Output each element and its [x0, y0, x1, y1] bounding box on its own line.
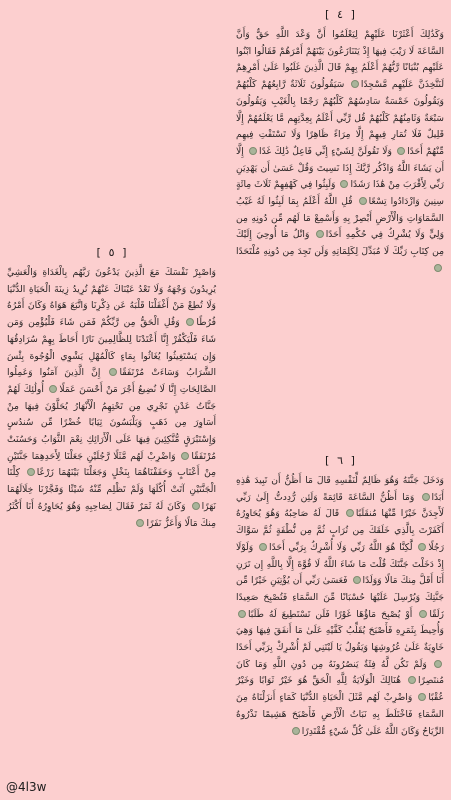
verse-end-marker-icon: [434, 264, 442, 272]
verse-text: قَالَ لَهُ صَاحِبُهُ وَهُوَ يُحَاوِرُهُ أَكَفَرْتَ بِالَّذِي خَلَقَكَ مِن تُرَابٍ ثُمَّ مِن نُّطْفَةٍ ثُمَّ سَوَّاكَ رَجُلًا: [236, 508, 445, 553]
verse-end-marker-icon: [109, 368, 117, 376]
verse-text: أُولَٰئِكَ لَهُمْ جَنَّاتُ عَدْنٍ تَجْرِي مِن تَحْتِهِمُ الْأَنْهَارُ يُحَلَّوْنَ فِيهَا مِنْ أَسَاوِرَ مِن ذَهَبٍ وَيَلْبَسُونَ ثِيَابًا خُضْرًا مِّن سُندُسٍ وَإِسْتَبْرَقٍ مُّتَّكِئِينَ فِيهَا عَلَى الْأَرَائِكِ نِعْمَ الثَّوَابُ وَحَسُنَتْ مُرْتَفَقًا: [7, 383, 217, 462]
verse-end-marker-icon: [418, 693, 426, 701]
verse-text: سَيَقُولُونَ ثَلَاثَةٌ رَّابِعُهُمْ كَلْبُهُمْ وَيَقُولُونَ خَمْسَةٌ سَادِسُهُمْ كَلْبُهُمْ رَجْمًا بِالْغَيْبِ وَيَقُولُونَ سَبْعَةٌ وَثَامِنُهُمْ كَلْبُهُمْ قُل رَّبِّي أَعْلَمُ بِعِدَّتِهِم مَّا يَعْلَمُهُمْ إِلَّا قَلِيلٌ فَلَا تُمَارِ فِيهِمْ إِلَّا مِرَاءً ظَاهِرًا وَلَا تَسْتَفْتِ فِيهِم مِّنْهُمْ أَحَدًا: [236, 79, 444, 157]
page-number-label: [ ٤ ]: [323, 8, 357, 21]
verse-text: وَاضْرِبْ لَهُم مَّثَلًا رَّجُلَيْنِ جَعَلْنَا لِأَحَدِهِمَا جَنَّتَيْنِ مِنْ أَعْنَابٍ وَحَفَفْنَاهُمَا بِنَخْلٍ وَجَعَلْنَا بَيْنَهُمَا زَرْعًا: [7, 450, 216, 479]
verse-end-marker-icon: [192, 502, 200, 510]
verse-end-marker-icon: [316, 230, 324, 238]
verse-text: لَّٰكِنَّا هُوَ اللَّهُ رَبِّي وَلَا أُشْرِكُ بِرَبِّي أَحَدًا: [269, 541, 413, 553]
verse-end-marker-icon: [353, 576, 361, 584]
page-panel-4: [236, 8, 444, 278]
page-panel-6: [236, 454, 444, 740]
page-number-label: [ ٥ ]: [94, 246, 129, 259]
verse-text: هُنَالِكَ الْوَلَايَةُ لِلَّهِ الْحَقِّ هُوَ خَيْرٌ ثَوَابًا وَخَيْرٌ عُقْبًا: [236, 675, 445, 704]
verse-text: وَلَمْ تَكُن لَّهُ فِئَةٌ يَنصُرُونَهُ مِن دُونِ اللَّهِ وَمَا كَانَ مُنتَصِرًا: [236, 658, 445, 687]
verse-end-marker-icon: [397, 147, 405, 155]
verse-text: وَلَبِثُوا فِي كَهْفِهِمْ ثَلَاثَ مِائَةٍ سِنِينَ وَازْدَادُوا تِسْعًا: [236, 179, 444, 208]
verse-text: أَوْ يُصْبِحَ مَاؤُهَا غَوْرًا فَلَن تَسْتَطِيعَ لَهُ طَلَبًا: [248, 608, 413, 620]
verse-end-marker-icon: [359, 197, 367, 205]
verse-text: وَدَخَلَ جَنَّتَهُ وَهُوَ ظَالِمٌ لِّنَفْسِهِ قَالَ مَا أَظُنُّ أَن تَبِيدَ هَٰذِهِ أَبَدًا: [236, 475, 444, 503]
watermark: @4l3w: [6, 780, 47, 794]
verse-text: قُلِ اللَّهُ أَعْلَمُ بِمَا لَبِثُوا لَهُ غَيْبُ السَّمَاوَاتِ وَالْأَرْضِ أَبْصِرْ بِهِ وَأَسْمِعْ مَا لَهُم مِّن دُونِهِ مِن وَلِيٍّ وَلَا يُشْرِكُ فِي حُكْمِهِ أَحَدًا: [236, 196, 445, 241]
verse-text: إِلَّا أَن يَشَاءَ اللَّهُ وَاذْكُر رَّبَّكَ إِذَا نَسِيتَ وَقُلْ عَسَىٰ أَن يَهْدِيَنِ رَبِّي لِأَقْرَبَ مِنْ هَٰذَا رَشَدًا: [236, 145, 444, 191]
verse-text: وَاتْلُ مَا أُوحِيَ إِلَيْكَ مِن كِتَابِ رَبِّكَ لَا مُبَدِّلَ لِكَلِمَاتِهِ وَلَن تَجِدَ مِن دُونِهِ مُلْتَحَدًا: [236, 229, 444, 258]
verse-block: [236, 27, 444, 278]
verse-block: [236, 473, 444, 740]
verse-end-marker-icon: [418, 543, 426, 551]
page-panel-5: [7, 246, 216, 532]
verse-text: إِنَّ الَّذِينَ آمَنُوا وَعَمِلُوا الصَّالِحَاتِ إِنَّا لَا نُضِيعُ أَجْرَ مَنْ أَحْسَنَ عَمَلًا: [7, 367, 217, 395]
verse-end-marker-icon: [346, 509, 354, 517]
verse-end-marker-icon: [422, 493, 430, 501]
verse-text: وَاضْرِبْ لَهُم مَّثَلَ الْحَيَاةِ الدُّنْيَا كَمَاءٍ أَنزَلْنَاهُ مِنَ السَّمَاءِ فَاخْتَلَطَ بِهِ نَبَاتُ الْأَرْضِ فَأَصْبَحَ هَشِيمًا تَذْرُوهُ الرِّيَاحُ وَكَانَ اللَّهُ عَلَىٰ كُلِّ شَيْءٍ مُّقْتَدِرًا: [236, 692, 444, 737]
verse-text: وَلَا تَقُولَنَّ لِشَيْءٍ إِنِّي فَاعِلٌ ذَٰلِكَ غَدًا: [259, 145, 392, 157]
verse-text: وَكَانَ لَهُ ثَمَرٌ فَقَالَ لِصَاحِبِهِ وَهُوَ يُحَاوِرُهُ أَنَا أَكْثَرُ مِنكَ مَالًا وَأَعَزُّ نَفَرًا: [7, 500, 216, 529]
verse-text: وَمَا أَظُنُّ السَّاعَةَ قَائِمَةً وَلَئِن رُّدِدتُّ إِلَىٰ رَبِّي لَأَجِدَنَّ خَيْرًا مِّنْهَا مُنقَلَبًا: [236, 491, 444, 520]
verse-end-marker-icon: [351, 80, 359, 88]
verse-end-marker-icon: [181, 452, 189, 460]
verse-end-marker-icon: [419, 610, 427, 618]
verse-text: وَأُحِيطَ بِثَمَرِهِ فَأَصْبَحَ يُقَلِّبُ كَفَّيْهِ عَلَىٰ مَا أَنفَقَ فِيهَا وَهِيَ خَاوِيَةٌ عَلَىٰ عُرُوشِهَا وَيَقُولُ يَا لَيْتَنِي لَمْ أُشْرِكْ بِرَبِّي أَحَدًا: [236, 625, 444, 654]
verse-end-marker-icon: [186, 318, 194, 326]
verse-end-marker-icon: [434, 660, 442, 668]
verse-end-marker-icon: [340, 180, 348, 188]
verse-text: فَعَسَىٰ رَبِّي أَن يُؤْتِيَنِ خَيْرًا مِّن جَنَّتِكَ وَيُرْسِلَ عَلَيْهَا حُسْبَانًا مِّنَ السَّمَاءِ فَتُصْبِحَ صَعِيدًا زَلَقًا: [236, 575, 444, 620]
verse-end-marker-icon: [292, 727, 300, 735]
verse-end-marker-icon: [49, 385, 57, 393]
verse-block: [7, 265, 216, 532]
verse-text: كِلْتَا الْجَنَّتَيْنِ آتَتْ أُكُلَهَا وَلَمْ تَظْلِم مِّنْهُ شَيْئًا وَفَجَّرْنَا خِلَالَهُمَا نَهَرًا: [7, 467, 216, 512]
verse-end-marker-icon: [259, 543, 267, 551]
verse-text: وَلَوْلَا إِذْ دَخَلْتَ جَنَّتَكَ قُلْتَ مَا شَاءَ اللَّهُ لَا قُوَّةَ إِلَّا بِاللَّهِ إِن تَرَنِ أَنَا أَقَلَّ مِنكَ مَالًا وَوَلَدًا: [236, 541, 444, 587]
verse-text: وَاصْبِرْ نَفْسَكَ مَعَ الَّذِينَ يَدْعُونَ رَبَّهُم بِالْغَدَاةِ وَالْعَشِيِّ يُرِيدُونَ وَجْهَهُ وَلَا تَعْدُ عَيْنَاكَ عَنْهُمْ تُرِيدُ زِينَةَ الْحَيَاةِ الدُّنْيَا وَلَا تُطِعْ مَنْ أَغْفَلْنَا قَلْبَهُ عَن ذِكْرِنَا وَاتَّبَعَ هَوَاهُ وَكَانَ أَمْرُهُ فُرُطًا: [7, 267, 216, 329]
verse-end-marker-icon: [249, 147, 257, 155]
verse-text: وَكَذَٰلِكَ أَعْثَرْنَا عَلَيْهِمْ لِيَعْلَمُوا أَنَّ وَعْدَ اللَّهِ حَقٌّ وَأَنَّ السَّاعَةَ لَا رَيْبَ فِيهَا إِذْ يَتَنَازَعُونَ بَيْنَهُمْ أَمْرَهُمْ فَقَالُوا ابْنُوا عَلَيْهِم بُنْيَانًا رَّبُّهُمْ أَعْلَمُ بِهِمْ قَالَ الَّذِينَ غَلَبُوا عَلَىٰ أَمْرِهِمْ لَنَتَّخِذَنَّ عَلَيْهِم مَّسْجِدًا: [236, 29, 444, 91]
verse-end-marker-icon: [238, 610, 246, 618]
verse-end-marker-icon: [408, 676, 416, 684]
verse-text: وَقُلِ الْحَقُّ مِن رَّبِّكُمْ فَمَن شَاءَ فَلْيُؤْمِن وَمَن شَاءَ فَلْيَكْفُرْ إِنَّا أَعْتَدْنَا لِلظَّالِمِينَ نَارًا أَحَاطَ بِهِمْ سُرَادِقُهَا وَإِن يَسْتَغِيثُوا يُغَاثُوا بِمَاءٍ كَالْمُهْلِ يَشْوِي الْوُجُوهَ بِئْسَ الشَّرَابُ وَسَاءَتْ مُرْتَفَقًا: [7, 317, 217, 379]
verse-end-marker-icon: [27, 468, 35, 476]
verse-end-marker-icon: [136, 519, 144, 527]
page-number-label: [ ٦ ]: [323, 454, 357, 467]
